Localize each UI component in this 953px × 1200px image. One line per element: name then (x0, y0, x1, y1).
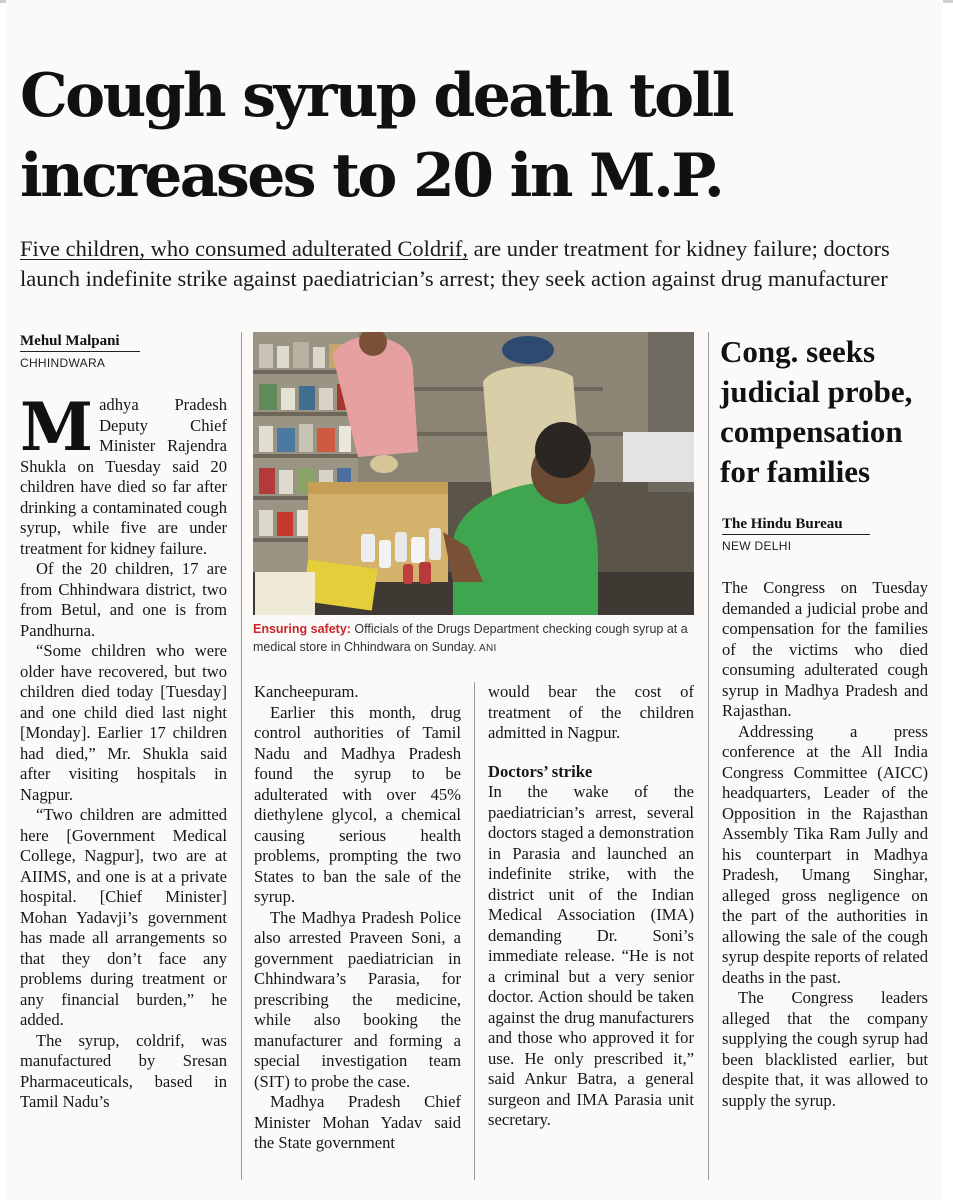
sidebar-paragraph-1: The Congress on Tuesday demanded a judicial probe and compensation for the families of the victims who died consuming adulterated cough syrup in Madhya Pradesh and Rajasthan. (722, 578, 928, 720)
paragraph-10: would bear the cost of treatment of the children admitted in Nagpur. (488, 682, 694, 742)
paragraph-5: The syrup, coldrif, was manufactured by Sresan Pharmaceuticals, based in Tamil Nadu’s (20, 1030, 227, 1111)
paragraph-7: Earlier this month, drug control authorities of Tamil Nadu and Madhya Pradesh found the syrup to be adulterated with over 45% diethylene glycol, a chemical causing serious health problems, prompting the two States to ban the sale of the syrup. (254, 702, 461, 906)
article-photo (253, 332, 694, 615)
paragraph-4: “Two children are admitted here [Government Medical College, Nagpur], two are at AIIMS, and one is at a private hospital. [Chief Minister] Mohan Yadavji’s government has made all arrangements so that they don’t face any problems during treatment or any financial burden,” he added. (20, 805, 227, 1029)
column-divider-3 (708, 332, 709, 1180)
caption-text: Officials of the Drugs Department checking cough syrup at a medical store in Chhindwara on Sunday. (253, 622, 688, 654)
article-column-1 (20, 388, 227, 1113)
drop-cap: M (20, 388, 94, 466)
headline-line-2: increases to 20 in M.P. (20, 141, 723, 211)
sidebar-body (722, 578, 928, 1111)
deck-underlined: Five children, who consumed adulterated Coldrif, (20, 236, 469, 261)
article-column-3 (488, 682, 694, 1131)
column-divider-2 (474, 682, 475, 1180)
byline-underline (20, 351, 140, 352)
paragraph-6: Kancheepuram. (254, 682, 359, 701)
article-column-2 (254, 682, 461, 1154)
paragraph-1 (20, 388, 227, 559)
paragraph-9: Madhya Pradesh Chief Minister Mohan Yadav said the State government (254, 1092, 461, 1152)
pharmacy-photo-illustration (253, 332, 694, 615)
photo-caption (253, 620, 694, 658)
paragraph-2: Of the 20 children, 17 are from Chhindwara district, two from Betul, and one is from Pandhurna. (20, 559, 227, 640)
paragraph-3: “Some children who were older have recovered, but two children died today [Tuesday] and one child died last night [Monday]. Earlier 17 children had died,” Mr. Shukla said after visiting hospitals in Nagpur. (20, 641, 227, 804)
caption-label: Ensuring safety: (253, 622, 351, 636)
sidebar-dateline: NEW DELHI (722, 539, 792, 553)
headline-line-1: Cough syrup death toll (20, 61, 732, 131)
column-divider-1 (241, 332, 242, 1180)
subhead-doctors-strike: Doctors’ strike (488, 761, 593, 781)
deck-rest: are under treatment for kidney failure; doctors launch indefinite strike against paediatrician’s arrest; they seek action against drug manufacturer (20, 236, 890, 291)
article-byline: Mehul Malpani (20, 333, 120, 349)
paragraph-8: The Madhya Pradesh Police also arrested Praveen Soni, a government paediatrician in Chhindwara’s Parasia, for prescribing the medicine, while also booking the manufacturer and forming a special investigation team (SIT) to probe the case. (254, 907, 461, 1091)
article-dateline: CHHINDWARA (20, 356, 106, 370)
sidebar-byline: The Hindu Bureau (722, 516, 843, 532)
sidebar-byline-underline (722, 534, 870, 535)
paragraph-1-text: adhya Pradesh Deputy Chief Minister Rajendra Shukla on Tuesday said 20 children have died so far after drinking a contaminated cough syrup, while five are under treatment for kidney failure. (20, 395, 227, 558)
sidebar-headline: Cong. seeks judicial probe, compensation for families (720, 334, 913, 489)
article-deck (20, 234, 940, 294)
sidebar-paragraph-3: The Congress leaders alleged that the company supplying the cough syrup had been blacklisted earlier, but despite that, it was allowed to supply the syrup. (722, 988, 928, 1110)
caption-credit: ANI (476, 643, 497, 654)
paragraph-11: In the wake of the paediatrician’s arrest, several doctors staged a demonstration in Parasia and launched an indefinite strike, with the district unit of the Indian Medical Association (IMA) demanding Dr. Soni’s immediate release. “He is not a criminal but a very senior doctor. Action should be taken against the drug manufacturers and those who approved it for use. He only prescribed it,” said Ankur Batra, a general surgeon and IMA Parasia unit secretary. (488, 782, 694, 1129)
sidebar-paragraph-2: Addressing a press conference at the All India Congress Committee (AICC) headquarters, Leader of the Opposition in the Rajasthan Assembly Tika Ram Jully and his counterpart in Madhya Pradesh, Umang Singhar, alleged gross negligence on the part of the authorities in allowing the sale of the cough syrup despite reports of related deaths in the past. (722, 721, 928, 987)
article-headline (20, 56, 940, 216)
